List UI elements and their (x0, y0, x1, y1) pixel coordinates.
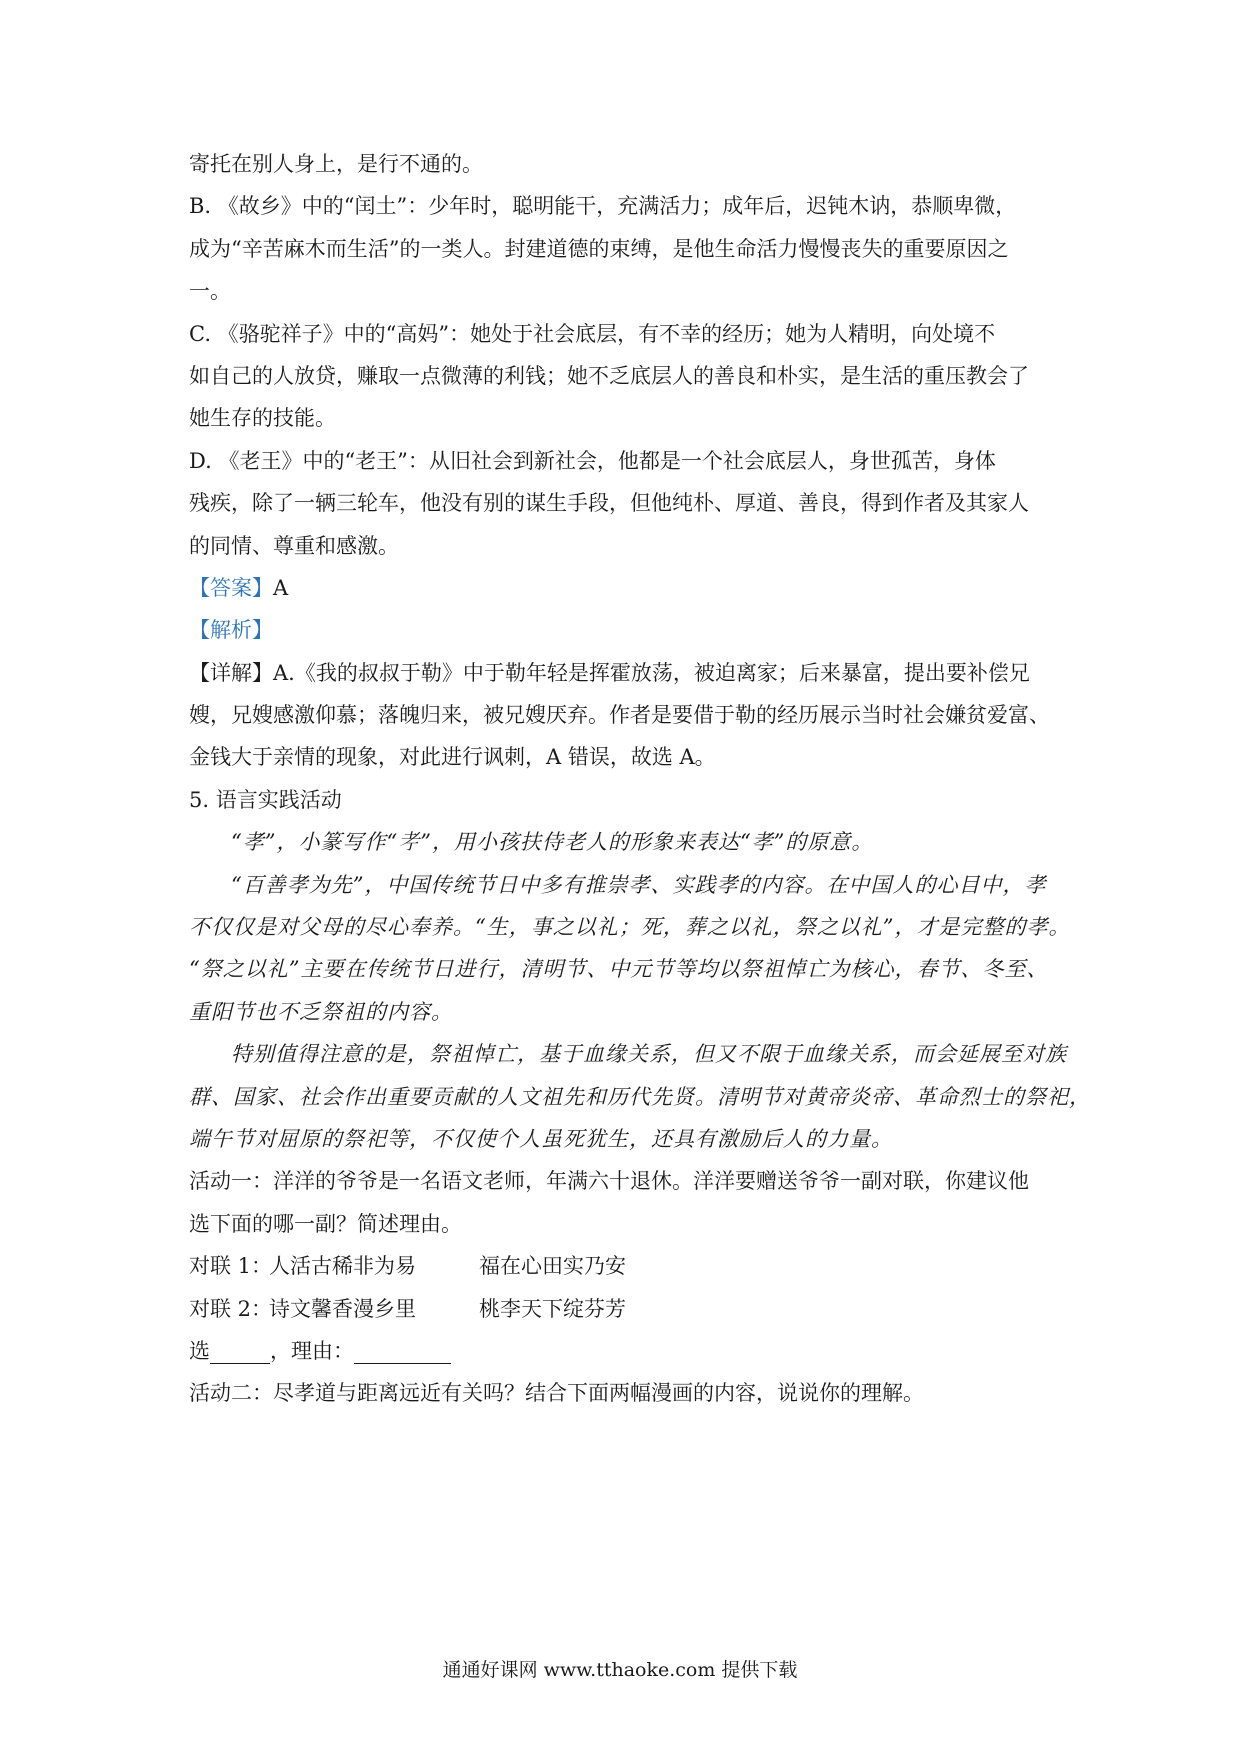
passage-line: 端午节对屈原的祭祀等，不仅使个人虽死犹生，还具有激励后人的力量。 (189, 1126, 893, 1151)
detail-tag: 【详解】 (189, 660, 273, 685)
activity-1-prompt: 选下面的哪一副？简述理由。 (189, 1211, 462, 1236)
passage-paragraph-1: “孝”，小篆写作“𦒱”，用小孩扶侍老人的形象来表达“孝”的原意。 (231, 830, 874, 855)
page-footer: 通通好课网 www.tthaoke.com 提供下载 (442, 1659, 798, 1681)
text-line: 寄托在别人身上，是行不通的。 (189, 152, 483, 176)
analysis-line (189, 609, 1059, 651)
choose-label: 选 (189, 1338, 210, 1363)
detail-line: 嫂，兄嫂感激仰慕；落魄归来，被兄嫂厌弃。作者是要借于勒的经历展示当时社会嫌贫爱富、 (189, 703, 1050, 728)
text-line: 的同情、尊重和感激。 (189, 533, 399, 558)
option-d-line: D. 《老王》中的“老王”：从旧社会到新社会，他都是一个社会底层人，身世孤苦，身体 (189, 448, 996, 473)
couplet-second-line: 福在心田实乃安 (479, 1254, 626, 1279)
detail-text: A.《我的叔叔于勒》中于勒年轻是挥霍放荡，被迫离家；后来暴富，提出要补偿兄 (273, 660, 1030, 685)
question-5-title: 5. 语言实践活动 (189, 787, 342, 812)
page-content (189, 143, 1091, 1415)
couplet-1 (189, 1245, 1059, 1287)
choice-blank[interactable] (210, 1333, 270, 1364)
choose-reason-line (189, 1330, 1059, 1372)
couplet-first-line: 诗文馨香漫乡里 (269, 1296, 416, 1321)
passage-line: 群、国家、社会作出重要贡献的人文祖先和历代先贤。清明节对黄帝炎帝、革命烈士的祭祀， (189, 1084, 1091, 1109)
detail-line (189, 652, 1059, 694)
couplet-label: 对联 1： (189, 1254, 273, 1279)
reason-blank[interactable] (354, 1333, 451, 1364)
couplet-2 (189, 1288, 1059, 1330)
text-line: 如自己的人放贷，赚取一点微薄的利钱；她不乏底层人的善良和朴实，是生活的重压教会了 (189, 363, 1029, 388)
passage-paragraph-2: “百善孝为先”，中国传统节日中多有推崇孝、实践孝的内容。在中国人的心目中，孝 (231, 872, 1047, 897)
text-line: 残疾，除了一辆三轮车，他没有别的谋生手段，但他纯朴、厚道、善良，得到作者及其家人 (189, 491, 1029, 516)
option-b-line: B. 《故乡》中的“闰土”：少年时，聪明能干，充满活力；成年后，迟钝木讷，恭顺卑微， (189, 194, 1017, 219)
passage-paragraph-3: 特别值得注意的是，祭祖悼亡，基于血缘关系，但又不限于血缘关系，而会延展至对族 (231, 1042, 1067, 1067)
reason-label: ，理由： (270, 1338, 354, 1363)
text-line: 她生存的技能。 (189, 406, 336, 431)
passage-line: 重阳节也不乏祭祖的内容。 (189, 999, 453, 1024)
text-line: 成为“辛苦麻木而生活”的一类人。封建道德的束缚，是他生命活力慢慢丧失的重要原因之 (189, 236, 1009, 261)
couplet-first-line: 人活古稀非为易 (269, 1254, 416, 1279)
activity-1-prompt: 活动一：洋洋的爷爷是一名语文老师，年满六十退休。洋洋要赠送爷爷一副对联，你建议他 (189, 1169, 1029, 1194)
activity-2-prompt: 活动二：尽孝道与距离远近有关吗？结合下面两幅漫画的内容，说说你的理解。 (189, 1381, 924, 1406)
analysis-tag: 【解析】 (189, 618, 273, 643)
couplet-label: 对联 2： (189, 1296, 273, 1321)
passage-line: 不仅仅是对父母的尽心奉养。“生，事之以礼；死，葬之以礼，祭之以礼”，才是完整的孝。 (189, 915, 1071, 940)
option-c-line: C. 《骆驼祥子》中的“高妈”：她处于社会底层，有不幸的经历；她为人精明，向处境不 (189, 321, 996, 346)
passage-line: “祭之以礼”主要在传统节日进行，清明节、中元节等均以祭祖悼亡为核心，春节、冬至、 (189, 957, 1049, 982)
couplet-second-line: 桃李天下绽芬芳 (479, 1296, 626, 1321)
answer-value: A (273, 575, 289, 600)
answer-line (189, 567, 1059, 609)
detail-line: 金钱大于亲情的现象，对此进行讽刺，A 错误，故选 A。 (189, 745, 716, 770)
text-line: 一。 (189, 279, 231, 304)
answer-tag: 【答案】 (189, 575, 273, 600)
